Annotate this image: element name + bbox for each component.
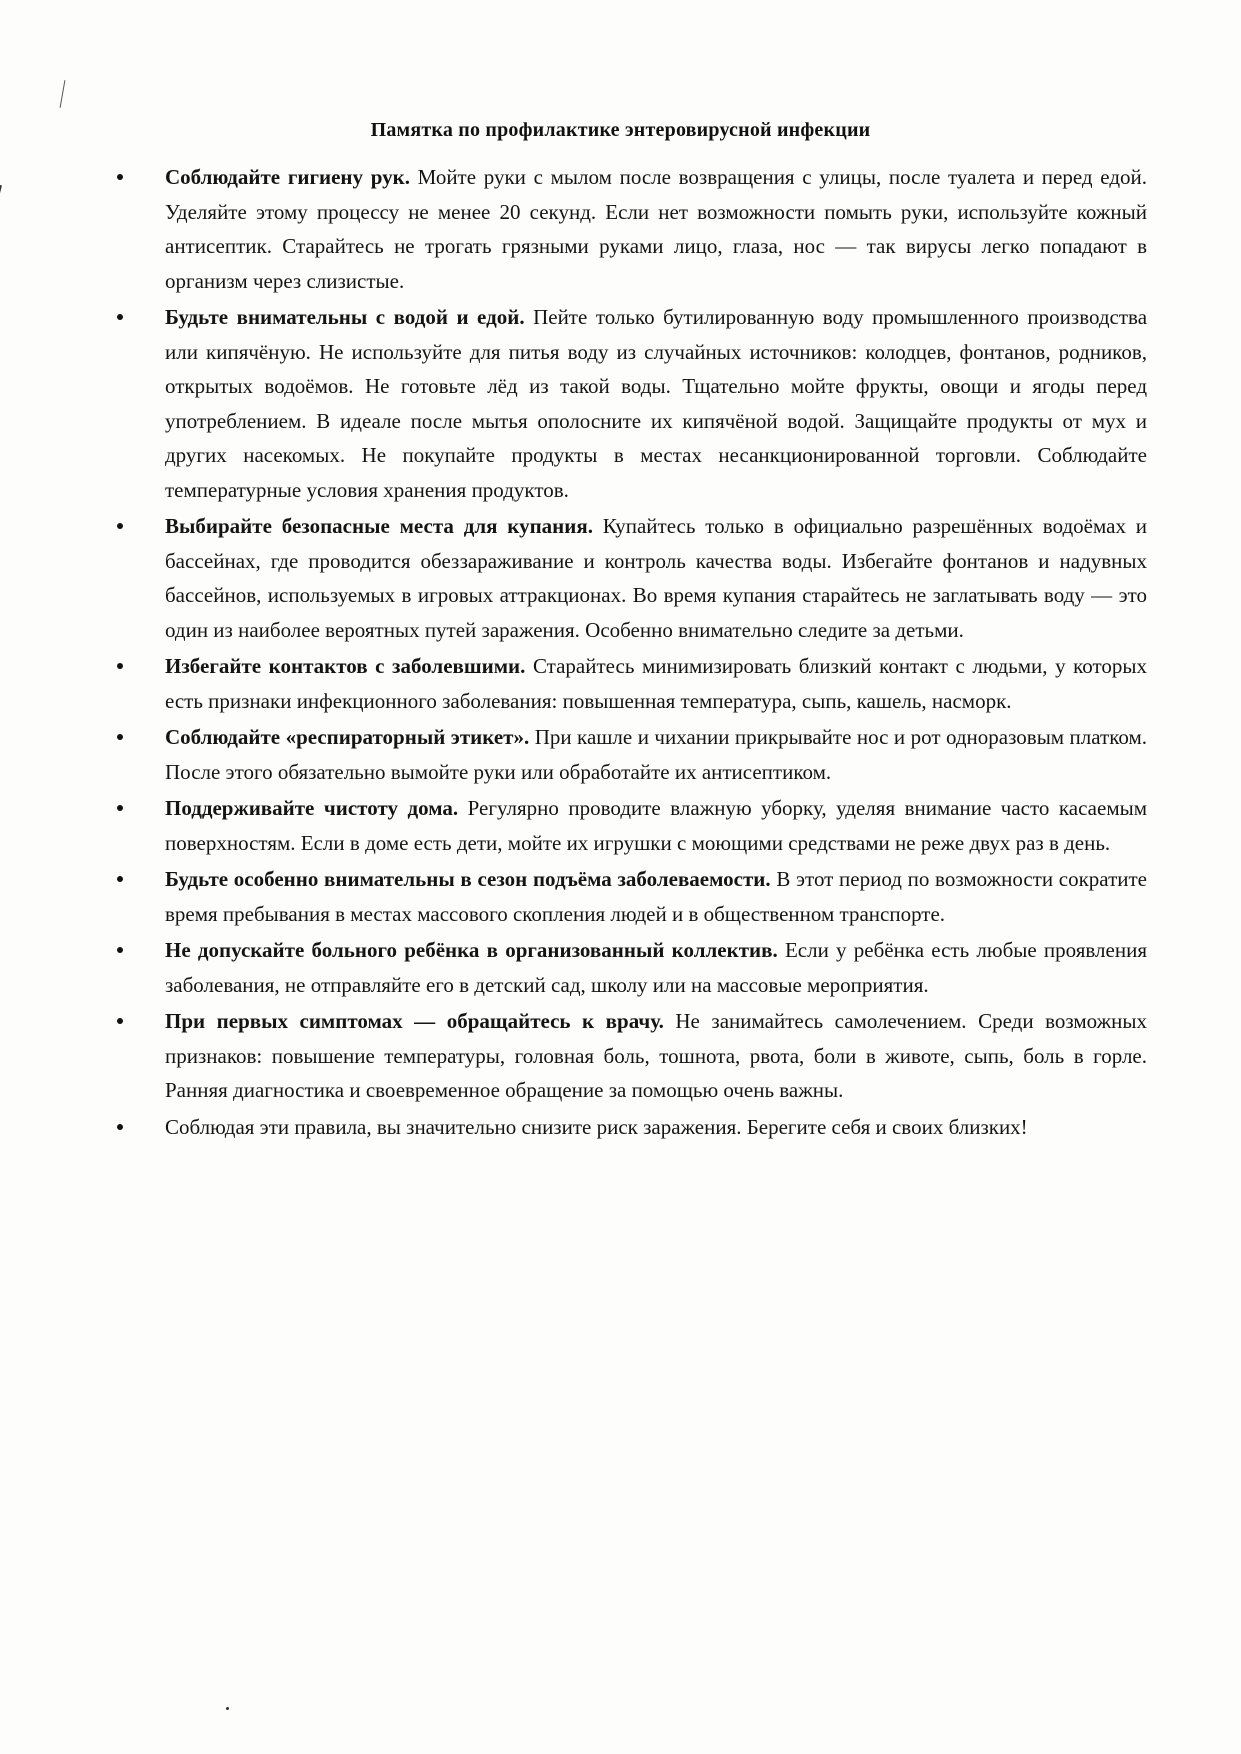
item-text: В этот период по возможности сократите время пребывания в местах массового скопления людей и в общественном транспорте. [165, 867, 1147, 926]
item-text: Пейте только бутилированную воду промышленного производства или кипячёную. Не используйте для питья воду из случайных источников: колодцев, фонтанов, родников, открытых водоёмов. Не готовьте лёд из такой воды. Тщательно мойте фрукты, овощи и ягоды перед употреблением. В идеале после мытья ополосните их кипячёной водой. Защищайте продукты от мух и других насекомых. Не покупайте продукты в местах несанкционированной торговли. Соблюдайте температурные условия хранения продуктов. [165, 305, 1148, 502]
bullet-icon [117, 314, 123, 320]
item-lead: Избегайте контактов с заболевшими. [165, 654, 526, 678]
item-text: Регулярно проводите влажную уборку, уделяя внимание часто касаемым поверхностям. Если в доме есть дети, мойте их игрушки с моющими средствами не реже двух раз в день. [165, 796, 1148, 855]
scan-artifact-line [0, 185, 2, 263]
bullet-icon [117, 1124, 123, 1130]
item-lead: Соблюдайте «респираторный этикет». [165, 725, 530, 749]
list-item [117, 720, 1147, 789]
item-text: При кашле и чихании прикрывайте нос и рот одноразовым платком. После этого обязательно вымойте руки или обработайте их антисептиком. [165, 725, 1147, 784]
bullet-icon [117, 805, 123, 811]
list-item [117, 160, 1147, 298]
list-item [117, 1110, 1147, 1145]
item-text: Старайтесь минимизировать близкий контакт с людьми, у которых есть признаки инфекционного заболевания: повышенная температура, сыпь, кашель, насморк. [165, 654, 1148, 713]
bullet-icon [117, 1018, 123, 1024]
bullet-icon [117, 523, 123, 529]
item-lead: Будьте внимательны с водой и едой. [165, 305, 525, 329]
item-lead: Поддерживайте чистоту дома. [165, 796, 459, 820]
item-text: Если у ребёнка есть любые проявления заболевания, не отправляйте его в детский сад, школу или на массовые мероприятия. [165, 938, 1147, 997]
bullet-icon [117, 734, 123, 740]
advice-list [117, 160, 1147, 1146]
item-text: Мойте руки с мылом после возвращения с улицы, после туалета и перед едой. Уделяйте этому процессу не менее 20 секунд. Если нет возможности помыть руки, используйте кожный антисептик. Старайтесь не трогать грязными руками лицо, глаза, нос — так вирусы легко попадают в организм через слизистые. [165, 165, 1147, 293]
bullet-icon [117, 947, 123, 953]
item-lead: Не допускайте больного ребёнка в организованный коллектив. [165, 938, 778, 962]
bullet-icon [117, 876, 123, 882]
item-lead: Выбирайте безопасные места для купания. [165, 514, 593, 538]
list-item [117, 862, 1147, 931]
item-lead: Будьте особенно внимательны в сезон подъёма заболеваемости. [165, 867, 771, 891]
list-item [117, 791, 1147, 860]
item-lead: Соблюдайте гигиену рук. [165, 165, 410, 189]
list-item [117, 1004, 1147, 1108]
list-item [117, 649, 1147, 718]
scan-artifact-dot [226, 1707, 229, 1710]
list-item [117, 933, 1147, 1002]
bullet-icon [117, 663, 123, 669]
bullet-icon [117, 174, 123, 180]
item-text: Купайтесь только в официально разрешённых водоёмах и бассейнах, где проводится обеззараживание и контроль качества воды. Избегайте фонтанов и надувных бассейнов, используемых в игровых аттракционах. Во время купания старайтесь не заглатывать воду — это один из наиболее вероятных путей заражения. Особенно внимательно следите за детьми. [165, 514, 1147, 642]
list-item [117, 509, 1147, 647]
document-title: Памятка по профилактике энтеровирусной инфекции [370, 119, 871, 141]
item-text: Не занимайтесь самолечением. Среди возможных признаков: повышение температуры, головная боль, тошнота, рвота, боли в животе, сыпь, боль в горле. Ранняя диагностика и своевременное обращение за помощью очень важны. [165, 1009, 1147, 1102]
item-lead: При первых симптомах — обращайтесь к врачу. [165, 1009, 664, 1033]
list-item [117, 300, 1147, 507]
scan-artifact-line [60, 80, 66, 108]
item-text: Соблюдая эти правила, вы значительно снизите риск заражения. Берегите себя и своих близких! [165, 1114, 1028, 1139]
